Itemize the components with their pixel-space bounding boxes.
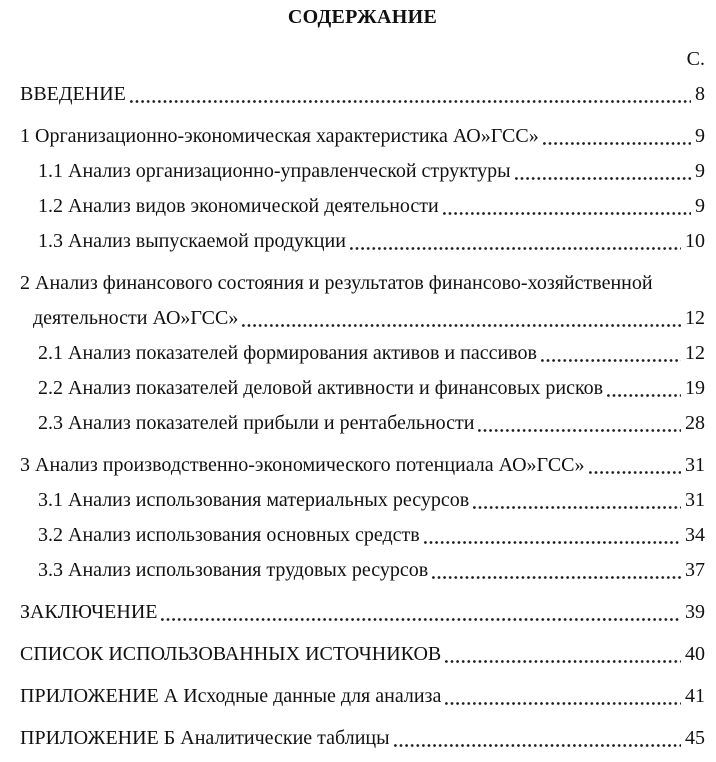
toc-entry-label: 1.1 Анализ организационно-управленческой структуры — [38, 160, 511, 182]
toc-entry-label: ПРИЛОЖЕНИЕ А Исходные данные для анализа — [20, 685, 442, 707]
dot-leader — [130, 77, 691, 112]
dot-leader — [443, 189, 691, 224]
toc-entry-label: деятельности АО»ГСС» — [33, 307, 239, 329]
toc-page-number: 34 — [685, 524, 705, 546]
toc-entry[interactable] — [20, 518, 705, 553]
toc-entry[interactable] — [20, 77, 705, 112]
toc-entry[interactable] — [20, 119, 705, 154]
toc-entry[interactable] — [20, 154, 705, 189]
dot-leader — [473, 483, 681, 518]
page-title: СОДЕРЖАНИЕ — [287, 6, 438, 28]
dot-leader — [445, 679, 681, 714]
toc-entry[interactable] — [20, 301, 705, 336]
toc-entry-label: 3.1 Анализ использования материальных ресурсов — [38, 489, 470, 511]
toc-entry[interactable] — [20, 266, 705, 301]
toc-list — [20, 77, 705, 756]
toc-entry[interactable] — [20, 371, 705, 406]
toc-entry-label: 1.3 Анализ выпускаемой продукции — [38, 230, 346, 252]
toc-entry-label: 2 Анализ финансового состояния и результатов финансово-хозяйственной — [20, 272, 653, 294]
toc-entry-label: 3.3 Анализ использования трудовых ресурсов — [38, 559, 429, 581]
toc-entry-label: 2.3 Анализ показателей прибыли и рентабельности — [38, 412, 475, 434]
toc-entry[interactable] — [20, 483, 705, 518]
dot-leader — [424, 518, 681, 553]
toc-entry[interactable] — [20, 721, 705, 756]
dot-leader — [607, 371, 681, 406]
toc-page-number: 39 — [685, 601, 705, 623]
toc-page-number: 28 — [685, 412, 705, 434]
toc-page-number: 37 — [685, 559, 705, 581]
toc-page-number: 41 — [685, 685, 705, 707]
toc-page-number: 19 — [685, 377, 705, 399]
dot-leader — [242, 301, 681, 336]
toc-entry[interactable] — [20, 553, 705, 588]
toc-entry-label: 2.1 Анализ показателей формирования активов и пассивов — [38, 342, 537, 364]
toc-entry-label: 1.2 Анализ видов экономической деятельности — [38, 195, 439, 217]
toc-page-number: 12 — [685, 307, 705, 329]
dot-leader — [478, 406, 681, 441]
toc-page-number: 40 — [685, 643, 705, 665]
dot-leader — [445, 637, 681, 672]
dot-leader — [541, 336, 681, 371]
toc-page-number: 9 — [695, 125, 705, 147]
toc-entry-label: 3.2 Анализ использования основных средств — [38, 524, 420, 546]
toc-entry-label: ЗАКЛЮЧЕНИЕ — [20, 601, 158, 623]
toc-entry-label: 2.2 Анализ показателей деловой активности и финансовых рисков — [38, 377, 604, 399]
toc-page-number: 12 — [685, 342, 705, 364]
toc-entry[interactable] — [20, 595, 705, 630]
dot-leader — [589, 448, 681, 483]
page-column-label: С. — [686, 48, 705, 70]
dot-leader — [350, 224, 681, 259]
dot-leader — [543, 119, 691, 154]
toc-entry-label: ВВЕДЕНИЕ — [20, 83, 126, 105]
toc-entry[interactable] — [20, 189, 705, 224]
toc-entry-label: 1 Организационно-экономическая характеристика АО»ГСС» — [20, 125, 539, 147]
toc-page-number: 31 — [685, 454, 705, 476]
toc-entry[interactable] — [20, 637, 705, 672]
dot-leader — [161, 595, 681, 630]
toc-entry-label: ПРИЛОЖЕНИЕ Б Аналитические таблицы — [20, 727, 390, 749]
toc-entry[interactable] — [20, 448, 705, 483]
toc-entry[interactable] — [20, 224, 705, 259]
toc-entry[interactable] — [20, 336, 705, 371]
toc-page-number: 9 — [695, 160, 705, 182]
toc-entry[interactable] — [20, 679, 705, 714]
toc-page-number: 10 — [685, 230, 705, 252]
dot-leader — [432, 553, 681, 588]
toc-page-number: 8 — [695, 83, 705, 105]
toc-entry[interactable] — [20, 406, 705, 441]
toc-page-number: 45 — [685, 727, 705, 749]
toc-entry-label: 3 Анализ производственно-экономического потенциала АО»ГСС» — [20, 454, 585, 476]
toc-page-number: 9 — [695, 195, 705, 217]
toc-entry-label: СПИСОК ИСПОЛЬЗОВАННЫХ ИСТОЧНИКОВ — [20, 643, 442, 665]
dot-leader — [394, 721, 681, 756]
dot-leader — [515, 154, 691, 189]
toc-page-number: 31 — [685, 489, 705, 511]
